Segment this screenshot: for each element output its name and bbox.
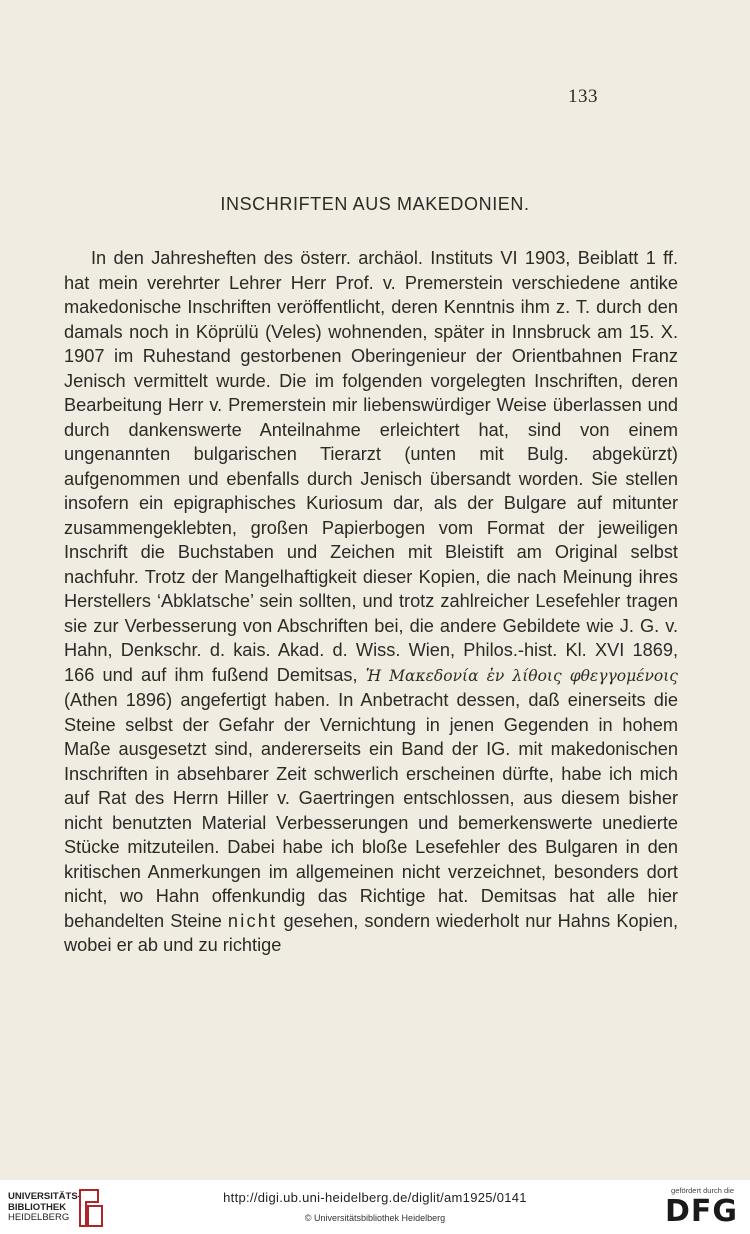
paragraph-1 — [64, 246, 678, 958]
article-heading: INSCHRIFTEN AUS MAKEDONIEN. — [220, 194, 530, 214]
library-name-line2: BIBLIOTHEK — [8, 1201, 67, 1213]
text-part-2: (Athen 1896) angefertigt haben. In Anbetracht dessen, daß einerseits die Steine selbst der Gefahr der Vernichtung in jenen Gegenden in hohem Maße ausgesetzt sind, andererseits ein Band der IG. mit makedonischen Inschriften in absehbarer Zeit schwerlich erscheinen dürfte, habe ich mich auf Rat des Herrn Hiller v. Gaertringen entschlossen, aus diesem bisher nicht benutzten Material Verbesserungen und bemerkenswerte unedierte Stücke mitzuteilen. Dabei habe ich bloße Lesefehler des Bulgaren in den kritischen Anmerkungen im allgemeinen nicht verzeichnet, besonders dort nicht, wo Hahn offenkundig das Richtige hat. Demitsas hat alle hier behandelten Steine — [64, 690, 678, 931]
copyright-notice: © Universitätsbibliothek Heidelberg — [304, 1213, 446, 1223]
library-name-line3: HEIDELBERG — [8, 1212, 70, 1223]
text-part-3: gesehen, sondern wiederholt nur Hahns Kopien, wobei er ab und zu richtige — [64, 910, 678, 955]
body-paragraph — [64, 246, 678, 958]
greek-title: Ἡ Μακεδονία ἐν λίθοις φθεγγομένοις — [365, 666, 678, 685]
text-part-1: In den Jahresheften des österr. archäol. Instituts VI 1903, Beiblatt 1 ff. hat mein verehrter Lehrer Herr Prof. v. Premerstein verschiedene antike makedonische Inschriften veröffentlicht, deren Kenntnis ihm z. T. durch den damals noch in Köprülü (Veles) wohnenden, später in Innsbruck am 15. X. 1907 im Ruhestand gestorbenen Oberingenieur der Orientbahnen Franz Jenisch vermittelt wurde. Die im folgenden vorgelegten Inschriften, deren Bearbeitung Herr v. Premerstein mir liebenswürdiger Weise überlassen und durch dankenswerte Anteilnahme erleichtert hat, sind von einem ungenannten bulgarischen Tierarzt (unten mit Bulg. abgekürzt) aufgenommen und ebenfalls durch Jenisch übersandt worden. Sie stellen insofern ein epigraphisches Kuriosum dar, als der Bulgare auf mitunter zusammengeklebten, großen Papierbogen vom Format der jeweiligen Inschrift die Buchstaben und Zeichen mit Bleistift am Original selbst nachfuhr. Trotz der Mangelhaftigkeit dieser Kopien, die nach Meinung ihres Herstellers ‘Abklatsche’ sein sollten, und trotz zahlreicher Lesefehler tragen sie zur Verbesserung von Abschriften bei, die andere Gebildete wie J. G. v. Hahn, Denkschr. d. kais. Akad. d. Wiss. Wien, Philos.-hist. Kl. XVI 1869, 166 und auf ihm fußend Demitsas, — [64, 248, 678, 685]
spaced-emphasis: nicht — [227, 910, 278, 931]
permalink-url[interactable]: http://digi.ub.uni-heidelberg.de/diglit/am1925/0141 — [223, 1190, 527, 1205]
library-name-line1: UNIVERSITÄTS- — [8, 1191, 81, 1202]
viewer-footer — [0, 1180, 750, 1234]
page-number: 133 — [568, 86, 598, 107]
funding-note: gefördert durch die — [671, 1186, 734, 1195]
dfg-logo-icon[interactable]: DFG — [664, 1194, 738, 1229]
